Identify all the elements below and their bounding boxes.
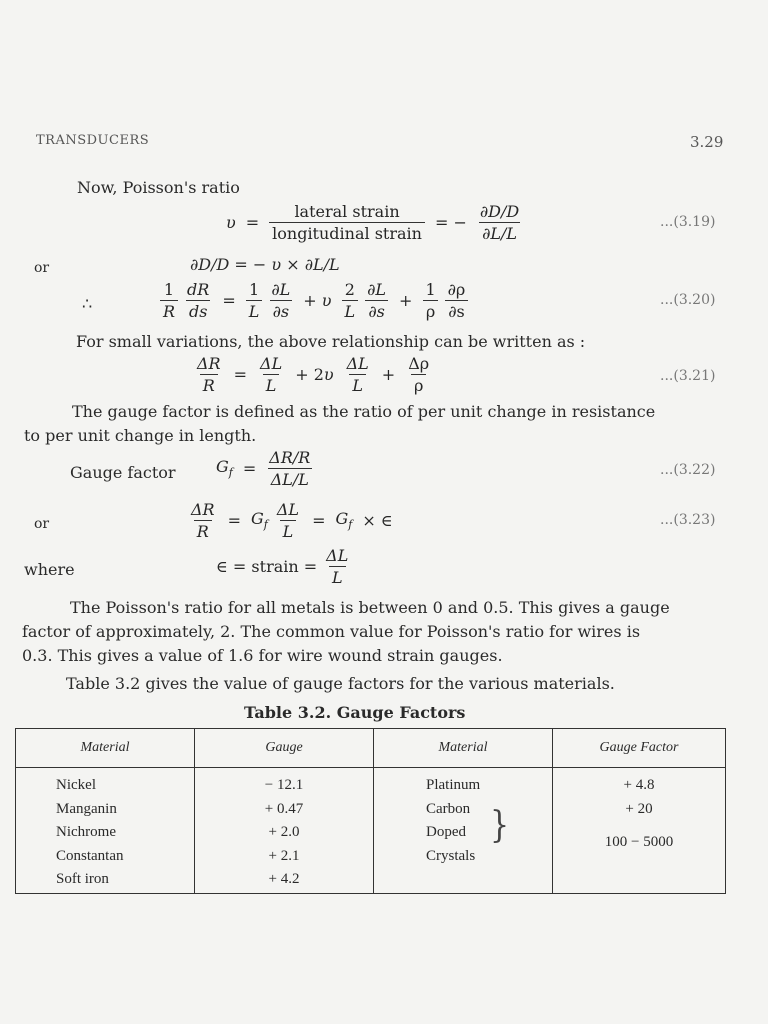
gauge-column-1 (195, 768, 374, 894)
table-cell: + 2.1 (268, 847, 300, 864)
strain-text: ∈ = strain = (216, 557, 318, 576)
table-header: Gauge Factor (553, 729, 726, 768)
material-column-1 (16, 768, 195, 894)
table-cell: Crystals (426, 847, 476, 864)
table-cell: 100 − 5000 (604, 834, 674, 850)
table-cell: Doped (426, 824, 466, 840)
table-cell: + 2.0 (268, 824, 300, 840)
table-cell: Nickel (56, 777, 96, 793)
gauge-definition-line-2: to per unit change in length. (24, 426, 257, 445)
equation-dd: ∂D/D = − υ × ∂L/L (190, 255, 340, 274)
table-header: Material (16, 729, 195, 768)
equation-3-21: $\frac{\Delta R}{R}$ = $\frac{\Delta L}{L}$ + 2υ $\frac{\Delta L}{L}$ + $\frac{\Delta\rho}{\rho}$ (197, 354, 430, 395)
fraction-numerator: lateral strain (294, 202, 400, 221)
therefore-symbol: ∴ (82, 294, 93, 313)
table-cell: − 12.1 (264, 777, 304, 793)
ratio-fraction (269, 202, 425, 243)
table-cell: Manganin (56, 800, 117, 817)
fraction-numerator: ∂D/D (479, 202, 520, 221)
table-header: Gauge (195, 729, 374, 768)
page-number: 3.29 (690, 133, 724, 151)
equation-3-19: υ = $\frac{\text{lateral strain}}{\text{longitudinal strain}}$ = − $\frac{\partial D/D}{\partial L/L}$ (226, 202, 522, 243)
poisson-para-line-2: factor of approximately, 2. The common value for Poisson's ratio for wires is (22, 622, 641, 641)
intro-text: Now, Poisson's ratio (77, 178, 240, 197)
table-cell: + 4.2 (268, 871, 300, 887)
equation-number: ...(3.22) (660, 462, 716, 478)
small-variations-text: For small variations, the above relationship can be written as : (76, 332, 586, 351)
poisson-para-line-1: The Poisson's ratio for all metals is between 0 and 0.5. This gives a gauge (70, 598, 670, 617)
where-label: where (24, 560, 75, 579)
poisson-para-line-3: 0.3. This gives a value of 1.6 for wire wound strain gauges. (22, 646, 503, 665)
table-intro-text: Table 3.2 gives the value of gauge factors for the various materials. (66, 674, 615, 693)
table-cell: Constantan (56, 847, 124, 864)
equation-number: ...(3.20) (660, 292, 716, 308)
material-column-2 (374, 768, 553, 894)
gauge-factors-table (15, 728, 726, 894)
fraction-denominator: longitudinal strain (269, 222, 425, 243)
equation-3-20: $\frac{1}{R}$ $\frac{dR}{ds}$ = $\frac{1}{L}$ $\frac{\partial L}{\partial s}$ + υ $\frac{2}{L}$ $\frac{\partial L}{\partial s}$ + $\frac{1}{\rho}$ $\frac{\partial\rho}{\partial s}$ (160, 280, 468, 321)
table-cell: Nichrome (56, 824, 116, 840)
or-label: or (34, 516, 50, 532)
gauge-factor-label: Gauge factor (70, 463, 176, 482)
equation-number: ...(3.21) (660, 368, 716, 384)
gauge-factor-column (553, 768, 726, 894)
table-caption: Table 3.2. Gauge Factors (244, 703, 466, 722)
equation-3-23: $\frac{\Delta R}{R}$ = $G_f$ $\frac{\Delta L}{L}$ = $G_f$ × ∈ (191, 500, 393, 541)
table-cell: + 20 (625, 800, 653, 817)
nu-symbol: υ (226, 213, 236, 232)
or-label: or (34, 260, 50, 276)
grouping-brace: } (490, 804, 510, 847)
gauge-definition-line-1: The gauge factor is defined as the ratio of per unit change in resistance (72, 402, 656, 421)
running-header: TRANSDUCERS (36, 133, 150, 148)
rhs-fraction (477, 202, 522, 243)
equation-number: ...(3.23) (660, 512, 716, 528)
strain-equation: ∈ = strain = $\frac{\Delta L}{L}$ (216, 546, 349, 587)
equation-number: ...(3.19) (660, 214, 716, 230)
table-cell: Carbon (426, 800, 471, 817)
fraction-denominator: ∂L/L (479, 222, 520, 243)
table-cell: + 0.47 (264, 800, 304, 817)
table-cell: + 4.8 (623, 777, 655, 793)
table-header: Material (374, 729, 553, 768)
table-cell: Soft iron (56, 871, 109, 887)
table-cell: Platinum (426, 777, 481, 793)
equation-3-22: $G_f$ = $\frac{\Delta R/R}{\Delta L/L}$ (216, 448, 311, 489)
